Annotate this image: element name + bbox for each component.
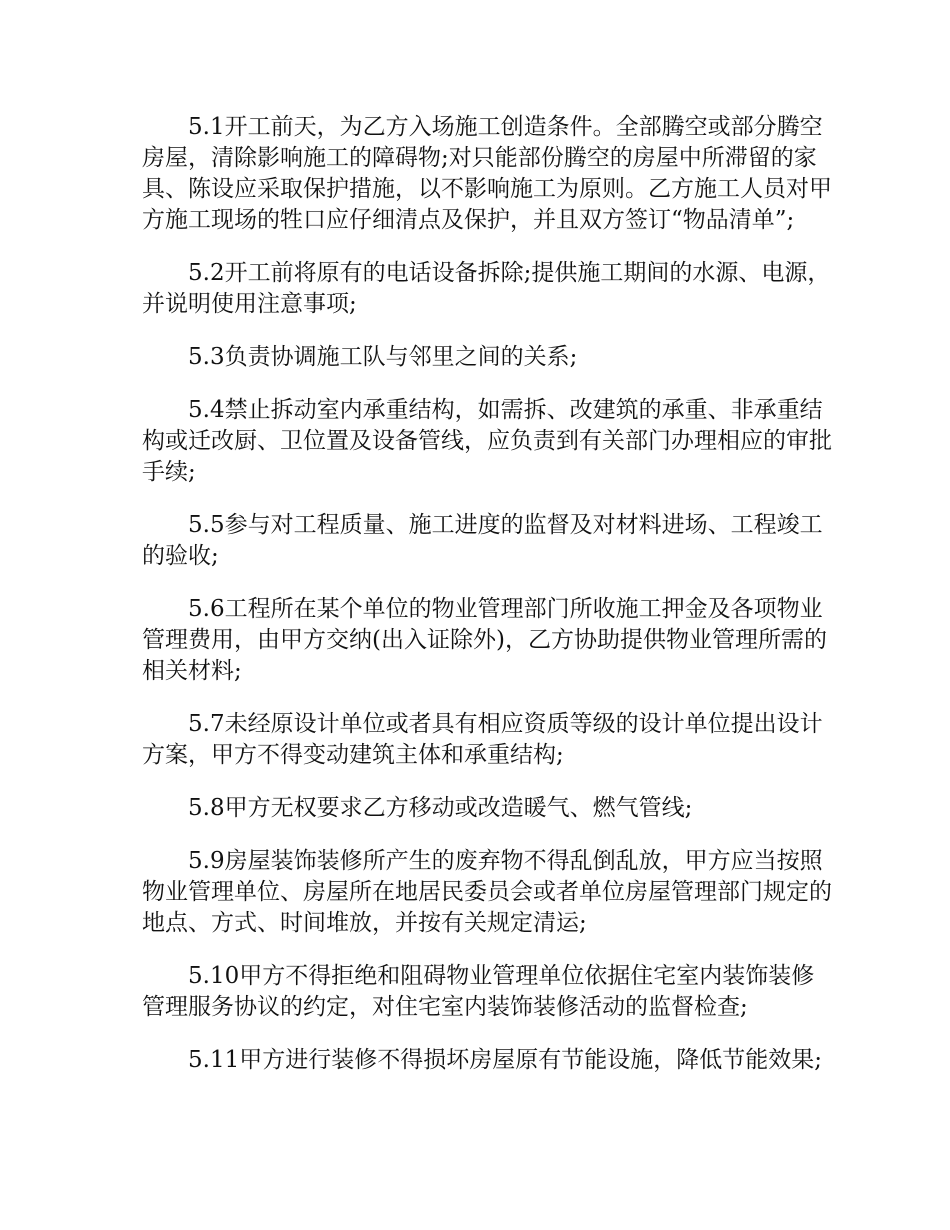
paragraph-5-1: 5.1开工前天，为乙方入场施工创造条件。全部腾空或部分腾空房屋，清除影响施工的障碍物;对只能部份腾空的房屋中所滞留的家具、陈设应采取保护措施，以不影响施工为原则。乙方施工人员对甲方施工现场的牲口应仔细清点及保护，并且双方签订“物品清单”; xyxy=(142,114,832,233)
paragraph-5-4: 5.4禁止拆动室内承重结构，如需拆、改建筑的承重、非承重结构或迁改厨、卫位置及设备管线，应负责到有关部门办理相应的审批手续; xyxy=(142,397,832,485)
paragraph-5-8: 5.8甲方无权要求乙方移动或改造暖气、燃气管线; xyxy=(188,795,693,821)
paragraph-5-6: 5.6工程所在某个单位的物业管理部门所收施工押金及各项物业管理费用，由甲方交纳(出入证除外)，乙方协助提供物业管理所需的相关材料; xyxy=(142,596,827,684)
paragraph-5-9: 5.9房屋装饰装修所产生的废弃物不得乱倒乱放，甲方应当按照物业管理单位、房屋所在地居民委员会或者单位房屋管理部门规定的地点、方式、时间堆放，并按有关规定清运; xyxy=(142,848,832,936)
paragraph-5-7: 5.7未经原设计单位或者具有相应资质等级的设计单位提出设计方案，甲方不得变动建筑主体和承重结构; xyxy=(142,711,823,768)
paragraph-5-11: 5.11甲方进行装修不得损坏房屋原有节能设施，降低节能效果; xyxy=(188,1047,822,1073)
paragraph-5-2: 5.2开工前将原有的电话设备拆除;提供施工期间的水源、电源，并说明使用注意事项; xyxy=(142,260,831,317)
paragraph-5-5: 5.5参与对工程质量、施工进度的监督及对材料进场、工程竣工的验收; xyxy=(142,512,823,569)
paragraph-5-3: 5.3负责协调施工队与邻里之间的关系; xyxy=(188,344,578,370)
paragraph-5-10: 5.10甲方不得拒绝和阻碍物业管理单位依据住宅室内装饰装修管理服务协议的约定，对住宅室内装饰装修活动的监督检查; xyxy=(142,963,815,1020)
document-body xyxy=(142,112,832,1098)
